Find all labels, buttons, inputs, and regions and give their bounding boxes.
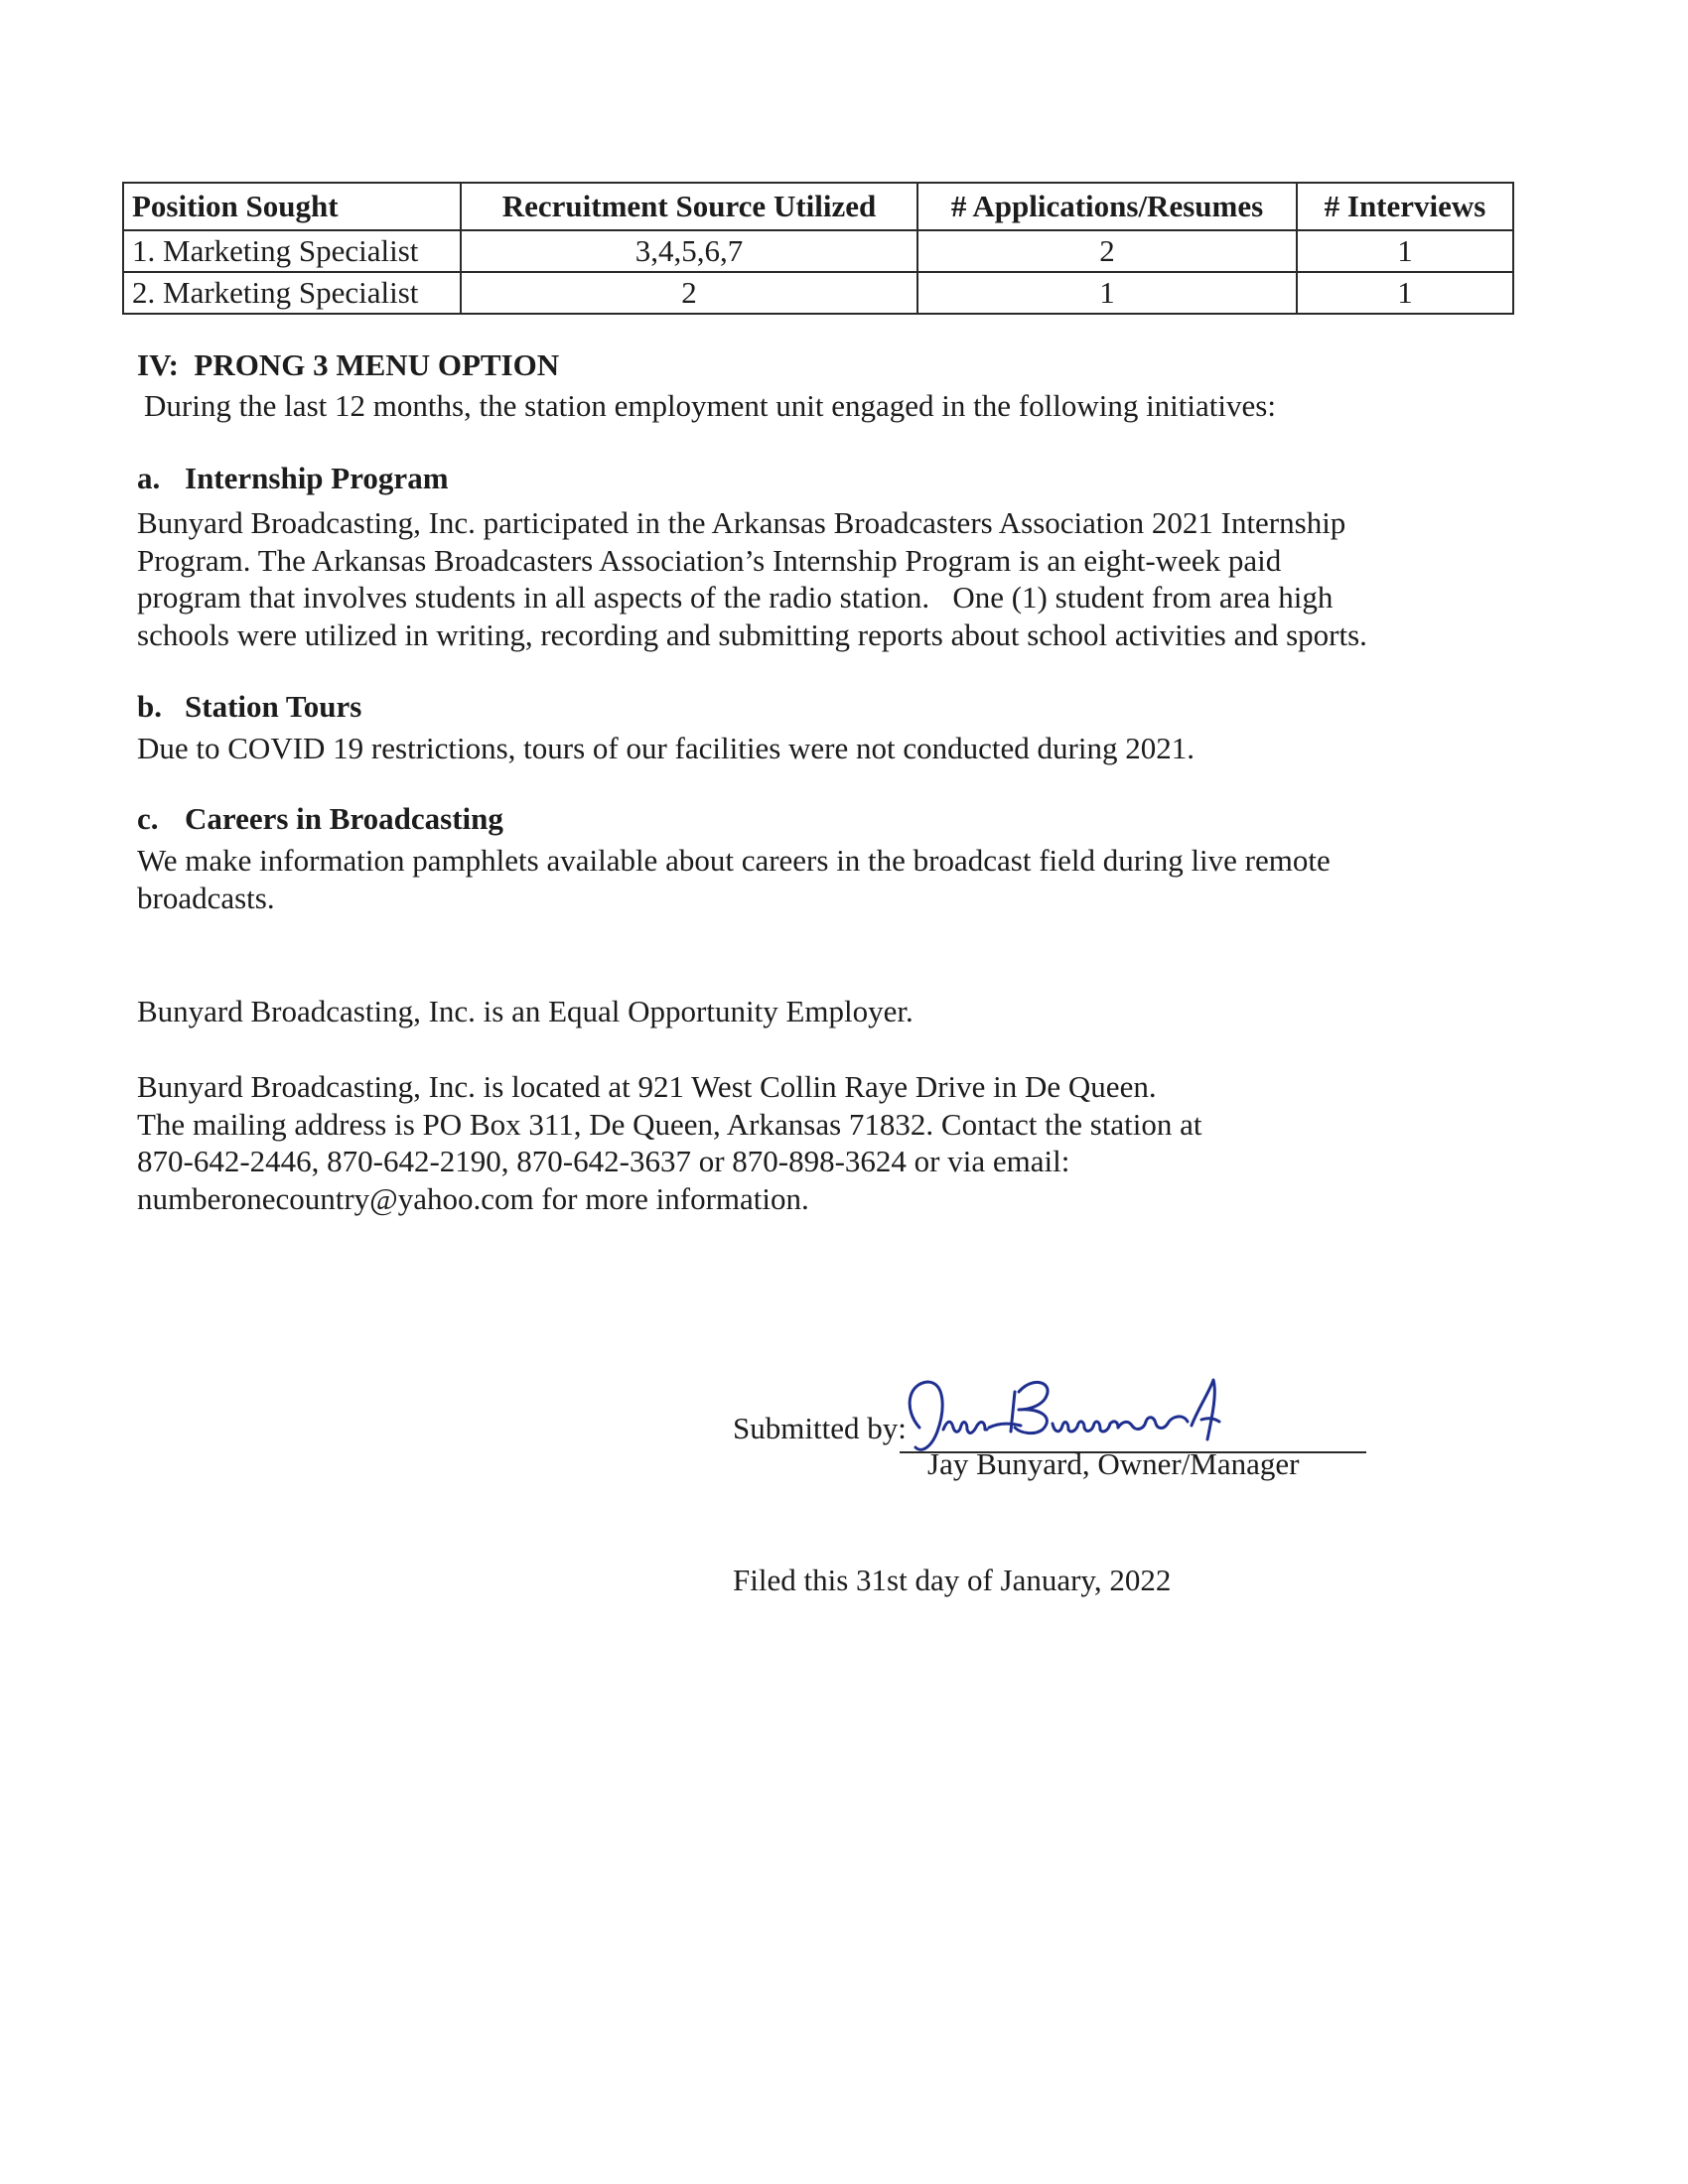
signer-name-title: Jay Bunyard, Owner/Manager: [927, 1446, 1300, 1481]
header-applications: # Applications/Resumes: [917, 183, 1297, 230]
header-position-sought: Position Sought: [123, 183, 461, 230]
item-letter: c.: [137, 801, 159, 836]
item-title: Careers in Broadcasting: [185, 801, 503, 836]
filed-date: Filed this 31st day of January, 2022: [733, 1563, 1172, 1597]
table-row: [123, 230, 1513, 272]
table-row: [123, 272, 1513, 314]
cell-recruitment-source: 2: [461, 272, 917, 314]
item-body-internship: Bunyard Broadcasting, Inc. participated in the Arkansas Broadcasters Association 2021 Internship Program. The Arkansas Broadcasters Association’s Internship Program is an eight-week paid program that involves students in all aspects of the radio station. One (1) student from area high schools were utilized in writing, recording and submitting reports about school activities and sports.: [137, 505, 1367, 652]
cell-applications: 2: [917, 230, 1297, 272]
header-interviews: # Interviews: [1297, 183, 1513, 230]
contact-info: Bunyard Broadcasting, Inc. is located at 921 West Collin Raye Drive in De Queen. The mailing address is PO Box 311, De Queen, Arkansas 71832. Contact the station at 870-642-2446, 870-642-2190, 870-642-3637 or 870-898-3624 or via email: numberonecountry@yahoo.com for more information.: [137, 1069, 1202, 1216]
recruitment-table: [122, 182, 1514, 315]
cell-recruitment-source: 3,4,5,6,7: [461, 230, 917, 272]
cell-position: 1. Marketing Specialist: [123, 230, 461, 272]
section-intro: During the last 12 months, the station employment unit engaged in the following initiatives:: [144, 388, 1276, 423]
item-heading-internship: [137, 460, 449, 497]
item-letter: b.: [137, 689, 162, 724]
submitted-by-label: Submitted by:: [733, 1411, 907, 1445]
item-body-careers: We make information pamphlets available about careers in the broadcast field during live remote broadcasts.: [137, 843, 1331, 915]
cell-position: 2. Marketing Specialist: [123, 272, 461, 314]
cell-applications: 1: [917, 272, 1297, 314]
item-heading-careers: [137, 800, 503, 838]
item-title: Internship Program: [185, 461, 449, 495]
item-letter: a.: [137, 461, 161, 495]
cell-interviews: 1: [1297, 230, 1513, 272]
table-header-row: [123, 183, 1513, 230]
eeo-statement: Bunyard Broadcasting, Inc. is an Equal Opportunity Employer.: [137, 994, 914, 1028]
header-recruitment-source: Recruitment Source Utilized: [461, 183, 917, 230]
cell-interviews: 1: [1297, 272, 1513, 314]
item-title: Station Tours: [185, 689, 362, 724]
item-body-station-tours: Due to COVID 19 restrictions, tours of our facilities were not conducted during 2021.: [137, 731, 1195, 765]
section-heading: IV: PRONG 3 MENU OPTION: [137, 347, 560, 382]
item-heading-station-tours: [137, 688, 361, 726]
